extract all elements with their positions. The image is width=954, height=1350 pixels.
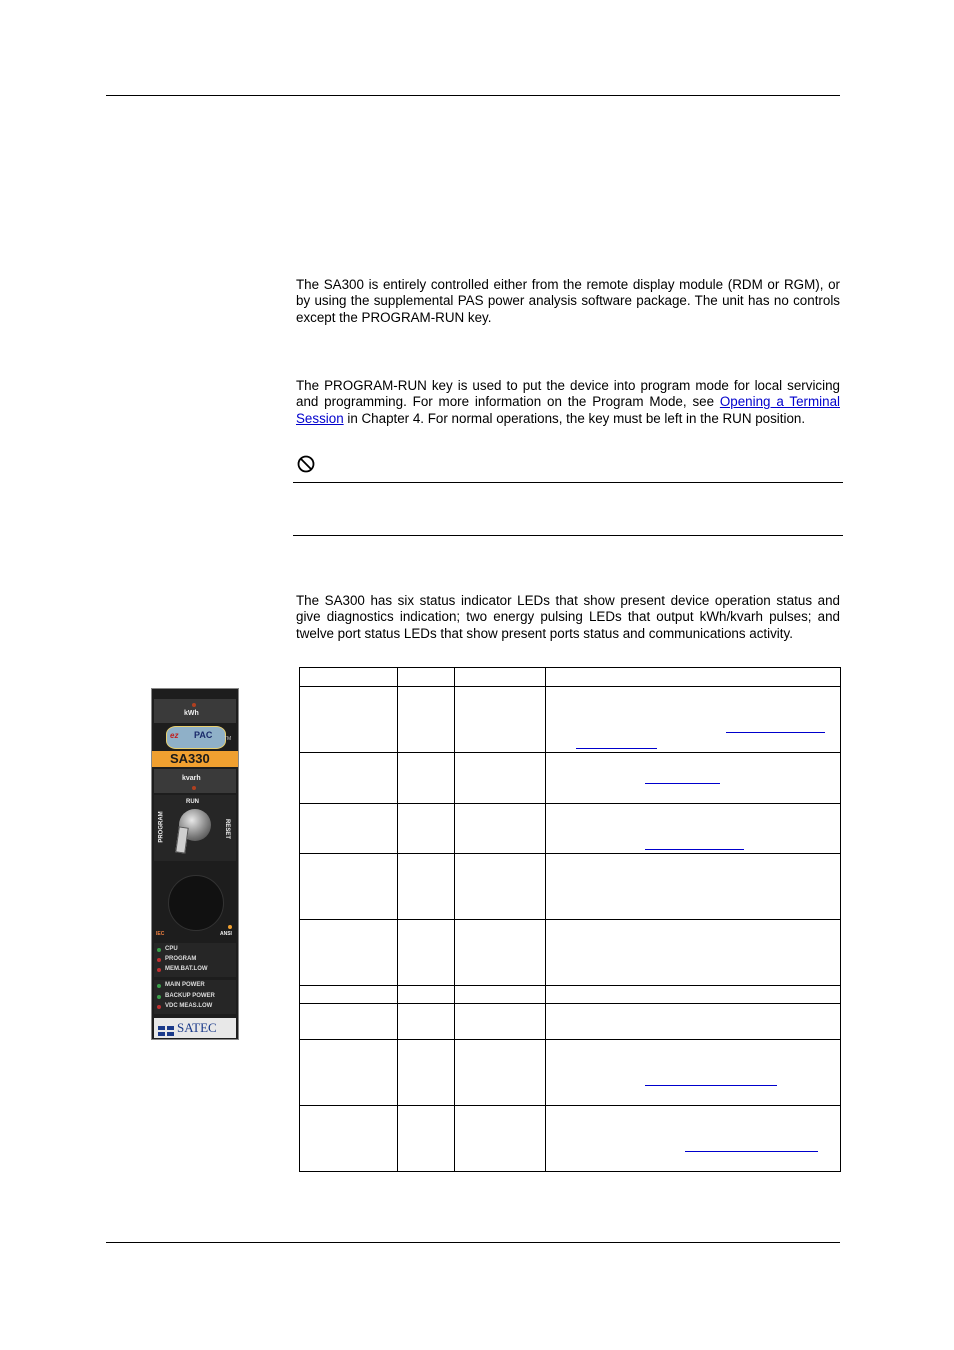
cpu-led xyxy=(157,948,161,952)
ansi-led xyxy=(228,925,232,929)
main-power-led-label: MAIN POWER xyxy=(165,982,205,988)
header-rule xyxy=(106,95,840,96)
display-port xyxy=(168,875,224,931)
program-run-paragraph xyxy=(296,378,840,427)
mem-bat-low-led xyxy=(157,968,161,972)
device-front-panel xyxy=(151,688,239,1040)
backup-power-led xyxy=(157,995,161,999)
program-run-text-before: The PROGRAM-RUN key is used to put the device into program mode for local servicing and programming. For more information on the Program Mode, see xyxy=(296,378,840,410)
maker-logo-text: SATEC xyxy=(177,1020,217,1035)
reset-label: RESET xyxy=(224,818,231,840)
main-power-led xyxy=(157,984,161,988)
brand-pac: PAC xyxy=(194,730,213,740)
kvarh-label: kvarh xyxy=(182,775,201,782)
note-top-rule xyxy=(293,482,843,483)
kwh-led xyxy=(192,703,196,707)
terminal-session-link[interactable]: Opening a Terminal Session xyxy=(296,394,840,426)
iec-label: IEC xyxy=(156,931,165,937)
ansi-label: ANSI xyxy=(220,931,232,937)
program-led xyxy=(157,958,161,962)
cpu-led-label: CPU xyxy=(165,946,178,952)
program-label: PROGRAM xyxy=(158,811,165,843)
note-bottom-rule xyxy=(293,535,843,536)
backup-power-led-label: BACKUP POWER xyxy=(165,993,215,999)
brand-tm: TM xyxy=(224,736,232,742)
maker-logo-icon xyxy=(158,1023,174,1033)
model-label: SA330 xyxy=(170,751,210,766)
mem-bat-low-led-label: MEM.BAT.LOW xyxy=(165,966,208,972)
intro-paragraph: The SA300 is entirely controlled either from the remote display module (RDM or RGM), or by using the supplemental PAS power analysis software package. The unit has no controls except the PROGRAM-RUN key. xyxy=(296,277,840,325)
run-label: RUN xyxy=(186,799,199,805)
program-led-label: PROGRAM xyxy=(165,956,197,962)
vdc-meas-low-led-label: VDC MEAS.LOW xyxy=(165,1003,213,1009)
footer-rule xyxy=(106,1242,840,1243)
kvarh-led xyxy=(192,786,196,790)
brand-ez: ez xyxy=(170,731,179,740)
vdc-meas-low-led xyxy=(157,1005,161,1009)
status-leds-paragraph: The SA300 has six status indicator LEDs that show present device operation status and give diagnostics indication; two energy pulsing LEDs that output kWh/kvarh pulses; and twelve port status LEDs that show present ports status and communications activity. xyxy=(296,593,840,641)
led-table xyxy=(299,667,841,1172)
program-run-text-after: in Chapter 4. For normal operations, the key must be left in the RUN position. xyxy=(343,410,806,426)
kwh-label: kWh xyxy=(184,710,199,717)
prohibited-icon xyxy=(296,454,316,474)
